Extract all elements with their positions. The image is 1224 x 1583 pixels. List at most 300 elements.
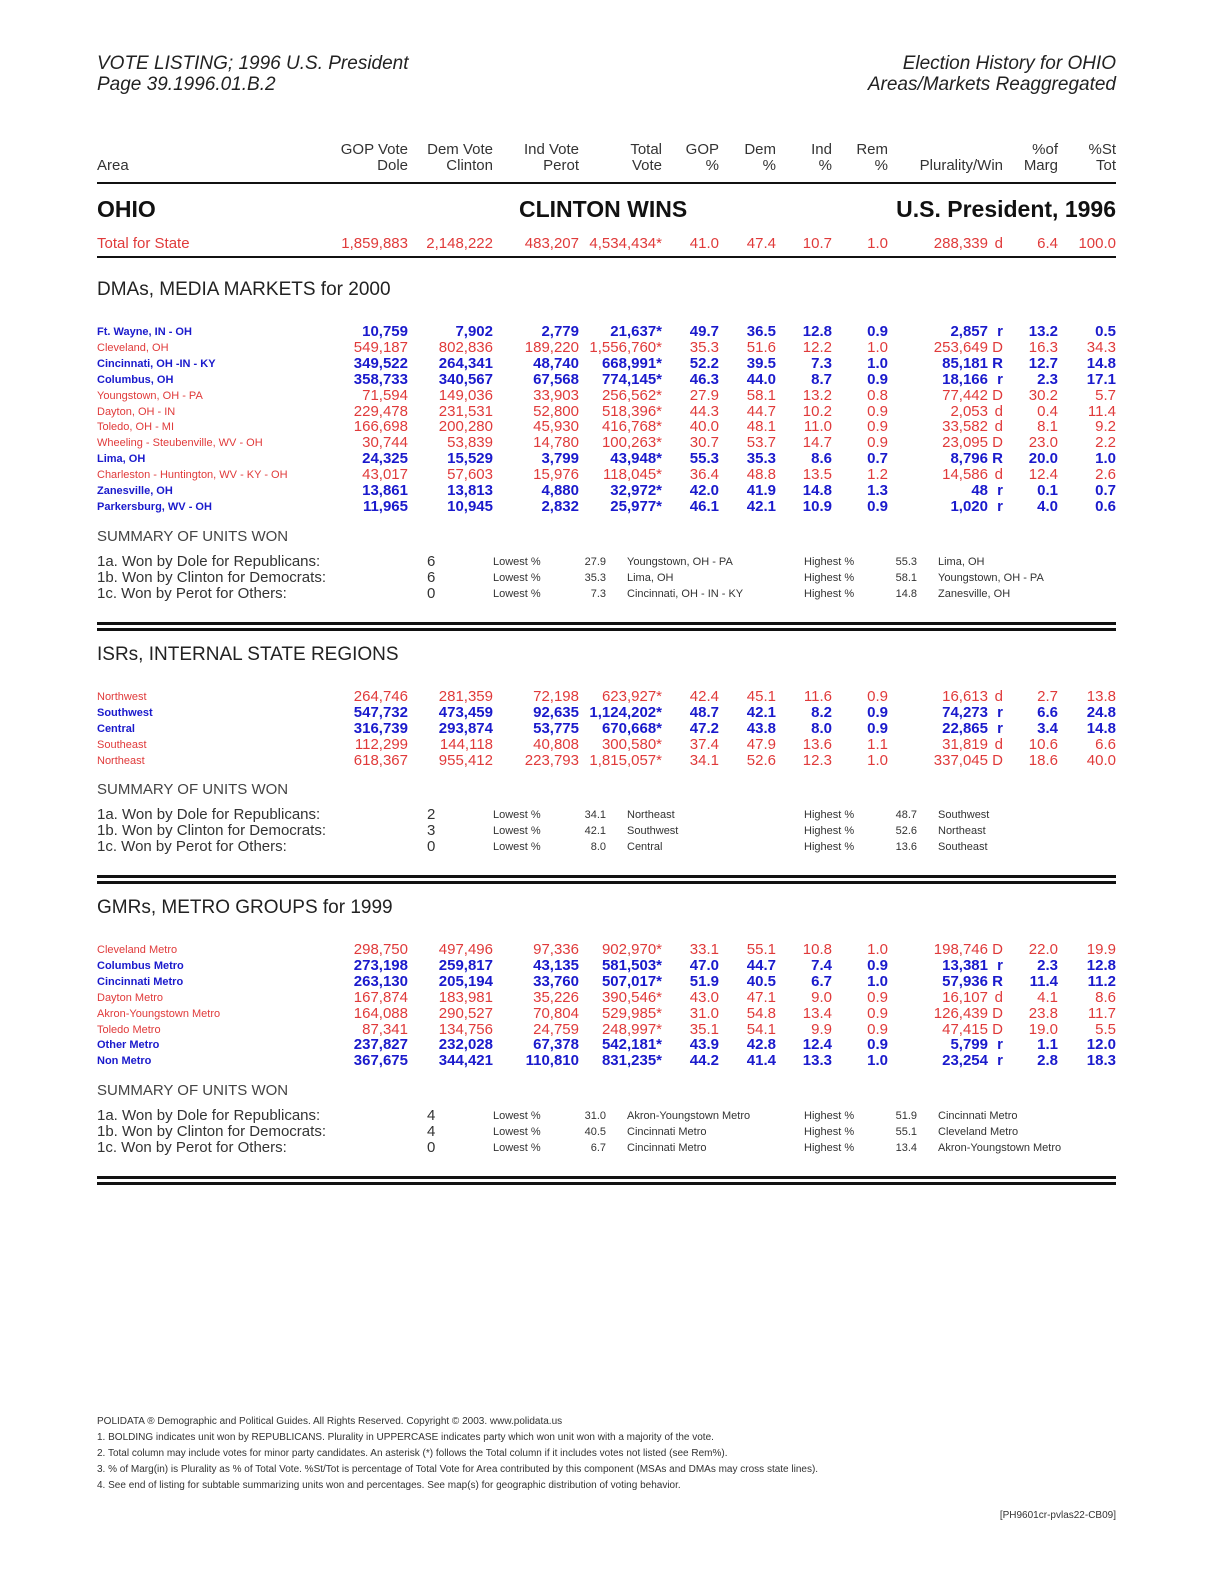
cell-ind: 110,810 [525,1052,579,1070]
cell-remp: 0.9 [867,370,888,388]
cell-win: D [992,338,1003,356]
cell-indp: 9.9 [811,1020,832,1038]
cell-remp: 1.0 [867,972,888,990]
cell-gopp: 51.9 [689,972,719,990]
table-row [97,705,1116,721]
cell-win: r [997,956,1003,974]
summary-label: 1c. Won by Perot for Others: [97,584,287,602]
cell-dem: 57,603 [447,466,493,484]
cell-tot: 670,668* [601,719,662,737]
summary-count: 2 [427,806,436,823]
table-row [97,467,1116,483]
cell-marg: 13.2 [1028,323,1058,340]
section-title: GMRs, METRO GROUPS for 1999 [97,897,393,918]
cell-remp: 0.9 [867,323,888,340]
area-name: Dayton, OH - IN [97,405,176,418]
cell-marg: 2.3 [1037,370,1058,388]
cell-ind: 70,804 [533,1004,579,1022]
area-name: Cincinnati Metro [97,975,184,988]
table-row [97,958,1116,974]
cell-dem: 293,874 [438,719,493,737]
cell-tot: 300,580* [601,735,662,753]
cell-indp: 14.8 [802,482,832,499]
listing-title: VOTE LISTING; 1996 U.S. President [97,53,409,74]
cell-remp: 1.1 [867,735,888,753]
cell-dem: 13,813 [447,482,493,499]
summary-high-name: Southeast [938,840,988,853]
table-row [97,1053,1116,1069]
state-name: OHIO [97,196,156,222]
cell-st: 0.5 [1095,323,1116,340]
cell-marg: 30.2 [1028,386,1058,404]
cell-indp: 7.3 [811,354,832,372]
cell-indp: 7.4 [811,956,832,974]
cell-demp: 35.3 [746,450,776,468]
cell-gop: 349,522 [353,354,408,372]
cell-gop: 164,088 [353,1004,408,1022]
summary-count: 0 [427,837,436,855]
cell-st: 11.2 [1087,972,1116,990]
cell-gop: 71,594 [362,386,408,404]
cell-marg: 16.3 [1028,338,1058,356]
summary-low-label: Lowest % [493,587,541,600]
area-name: Wheeling - Steubenville, WV - OH [97,437,263,450]
cell-st: 17.1 [1086,370,1116,388]
summary-low-val: 34.1 [584,809,606,821]
cell-dem: 200,280 [438,418,493,436]
area-name: Charleston - Huntington, WV - KY - OH [97,469,288,482]
cell-gopp: 43.0 [689,988,719,1006]
footnote-line: 4. See end of listing for subtable summarizing units won and percentages. See map(s) for geographic distribution of voting behavior. [97,1480,681,1491]
cell-remp: 0.7 [867,450,888,468]
footnote-line: 3. % of Marg(in) is Plurality as % of Total Vote. %St/Tot is percentage of Total Vote for Area contributed by this component (MSAs and DMAs may cross state lines). [97,1464,819,1475]
col-gop-vote: GOP Vote Dole [340,141,408,174]
summary-low-name: Central [627,840,663,853]
summary-high-val: 13.4 [895,1141,917,1154]
cell-st: 9.2 [1095,418,1116,436]
summary-line [97,1140,1116,1156]
cell-ind: 33,903 [533,386,579,404]
cell-tot: 518,396* [601,402,662,420]
cell-marg: 20.0 [1028,450,1058,468]
cell-tot: 529,985* [601,1004,662,1022]
cell-gop: 30,744 [362,434,408,452]
section-rule-bottom [97,881,1116,884]
summary-low-val: 27.9 [584,556,606,568]
cell-plur: 126,439 [933,1004,988,1022]
cell-remp: 0.8 [867,386,888,404]
table-row [97,1006,1116,1022]
summary-low-label: Lowest % [493,1125,541,1138]
cell-tot: 1,556,760* [589,338,662,356]
table-row [97,340,1116,356]
summary-title: SUMMARY OF UNITS WON [97,528,289,545]
cell-tot: 25,977* [610,497,662,515]
cell-st: 5.5 [1095,1020,1116,1038]
cell-gop: 13,861 [362,482,408,499]
col-dem-pct: Dem % [744,141,776,174]
cell-ind: 15,976 [533,466,579,484]
cell-demp: 40.5 [746,972,776,990]
summary-low-val: 31.0 [584,1110,606,1122]
summary-high-name: Youngstown, OH - PA [938,571,1044,584]
cell-gop: 237,827 [353,1036,408,1054]
summary-count: 0 [427,1138,436,1156]
cell-plur: 1,020 [950,497,988,515]
cell-indp: 8.7 [811,370,832,388]
cell-gop: 1,859,883 [341,235,408,252]
cell-st: 2.2 [1095,434,1116,452]
summary-title: SUMMARY OF UNITS WON [97,1082,289,1099]
cell-tot: 902,970* [601,941,662,958]
cell-dem: 10,945 [447,497,493,515]
cell-ind: 2,832 [541,497,579,515]
cell-plur: 33,582 [942,418,988,436]
cell-win: r [997,370,1003,388]
cell-gopp: 46.1 [689,497,719,515]
summary-count: 4 [427,1122,436,1140]
summary-count: 3 [427,821,436,839]
section-rule-top [97,875,1116,878]
summary-high-val: 58.1 [895,571,917,584]
cell-indp: 10.7 [802,235,832,252]
cell-tot: 43,948* [610,450,662,468]
area-name: Columbus, OH [97,373,174,386]
cell-gopp: 49.7 [689,323,719,340]
summary-high-label: Highest % [804,587,855,600]
table-row [97,689,1116,705]
summary-high-val: 48.7 [895,809,917,821]
cell-gop: 549,187 [353,338,408,356]
cell-dem: 149,036 [438,386,493,404]
summary-line [97,570,1116,586]
cell-gopp: 44.3 [689,402,719,420]
cell-gop: 87,341 [362,1020,408,1038]
cell-ind: 43,135 [533,956,579,974]
cell-demp: 41.9 [746,482,776,499]
cell-ind: 53,775 [533,719,579,737]
cell-plur: 77,442 [942,386,988,404]
column-headers [97,140,1116,176]
cell-ind: 67,568 [533,370,579,388]
table-row [97,324,1116,340]
cell-plur: 47,415 [942,1020,988,1038]
cell-demp: 44.7 [746,956,776,974]
summary-low-name: Lima, OH [627,571,674,584]
cell-ind: 67,378 [533,1036,579,1054]
col-ind-vote: Ind Vote Perot [523,141,579,174]
area-name: Central [97,722,135,735]
table-row [97,372,1116,388]
cell-remp: 1.0 [867,941,888,958]
cell-indp: 12.4 [802,1036,832,1054]
cell-tot: 32,972* [610,482,662,499]
cell-st: 2.6 [1095,466,1116,484]
cell-plur: 8,796 [950,450,988,468]
cell-remp: 0.9 [867,402,888,420]
cell-ind: 92,635 [533,703,579,721]
cell-gopp: 35.3 [689,338,719,356]
cell-tot: 248,997* [601,1020,662,1038]
cell-remp: 1.0 [867,354,888,372]
cell-dem: 802,836 [438,338,493,356]
cell-ind: 189,220 [524,338,579,356]
cell-gop: 358,733 [353,370,408,388]
cell-marg: 0.1 [1037,482,1058,499]
section-rule-top [97,1176,1116,1179]
cell-indp: 13.2 [802,386,832,404]
cell-ind: 45,930 [533,418,579,436]
cell-ind: 3,799 [541,450,579,468]
cell-ind: 24,759 [533,1020,579,1038]
cell-marg: 3.4 [1037,719,1058,737]
cell-gop: 167,874 [353,988,408,1006]
page-header-right [868,53,1116,95]
total-rule [97,256,1116,258]
cell-st: 5.7 [1095,386,1116,404]
summary-line [97,839,1116,855]
cell-st: 34.3 [1086,338,1116,356]
cell-st: 14.8 [1086,354,1116,372]
cell-ind: 52,800 [533,402,579,420]
cell-gopp: 36.4 [689,466,719,484]
race-name: U.S. President, 1996 [896,196,1116,222]
cell-win: R [992,450,1003,468]
cell-win: d [994,235,1003,252]
area-name: Toledo, OH - MI [97,421,175,434]
cell-ind: 97,336 [533,941,579,958]
cell-indp: 10.9 [802,497,832,515]
cell-plur: 18,166 [942,370,988,388]
summary-low-val: 7.3 [590,587,606,600]
summary-high-label: Highest % [804,556,855,568]
cell-gopp: 47.2 [689,719,719,737]
cell-demp: 45.1 [746,688,776,705]
area-name: Cincinnati, OH -IN - KY [97,357,216,370]
cell-marg: 18.6 [1028,751,1058,769]
cell-tot: 416,768* [601,418,662,436]
cell-plur: 337,045 [933,751,988,769]
summary-high-val: 55.1 [895,1125,917,1138]
cell-win: d [994,735,1003,753]
page-number: Page 39.1996.01.B.2 [97,74,276,95]
area-name: Northwest [97,691,147,703]
summary-label: 1c. Won by Perot for Others: [97,1138,287,1156]
cell-marg: 0.4 [1037,402,1058,420]
cell-marg: 2.7 [1037,688,1058,705]
cell-indp: 12.8 [802,323,832,340]
col-gop-pct: GOP % [685,141,719,174]
col-rem-pct: Rem % [856,141,888,174]
cell-remp: 0.9 [867,497,888,515]
cell-ind: 14,780 [533,434,579,452]
cell-tot: 4,534,434* [589,235,662,252]
cell-dem: 473,459 [438,703,493,721]
cell-dem: 259,817 [438,956,493,974]
col-total-vote: Total Vote [630,141,662,174]
summary-low-name: Cincinnati, OH - IN - KY [627,587,744,600]
cell-demp: 58.1 [746,386,776,404]
cell-gop: 166,698 [353,418,408,436]
cell-st: 18.3 [1086,1052,1116,1070]
area-name: Southwest [97,706,153,719]
cell-gopp: 42.4 [689,688,719,705]
summary-high-name: Cincinnati Metro [938,1110,1018,1122]
cell-plur: 23,095 [942,434,988,452]
cell-indp: 8.2 [811,703,832,721]
summary-low-label: Lowest % [493,1141,541,1154]
cell-demp: 47.4 [746,235,776,252]
cell-win: r [997,323,1003,340]
cell-win: r [997,482,1003,499]
document-code: [PH9601cr-pvlas22-CB09] [999,1510,1116,1521]
summary-low-label: Lowest % [493,809,541,821]
summary-high-val: 51.9 [895,1110,917,1122]
cell-marg: 10.6 [1028,735,1058,753]
cell-gopp: 40.0 [689,418,719,436]
cell-gop: 11,965 [362,497,408,515]
cell-demp: 51.6 [746,338,776,356]
summary-label: 1a. Won by Dole for Republicans: [97,1107,321,1124]
cell-gopp: 31.0 [689,1004,719,1022]
cell-dem: 955,412 [438,751,493,769]
cell-win: d [994,688,1003,705]
summary-high-val: 52.6 [895,824,917,837]
cell-remp: 0.9 [867,1004,888,1022]
cell-gop: 367,675 [353,1052,408,1070]
summary-label: 1a. Won by Dole for Republicans: [97,553,321,570]
cell-plur: 288,339 [933,235,988,252]
summary-high-name: Southwest [938,809,990,821]
cell-st: 19.9 [1086,941,1116,958]
summary-count: 6 [427,568,436,586]
cell-st: 40.0 [1086,751,1116,769]
col-margin: %of Marg [1023,141,1058,174]
header-rule [97,182,1116,184]
cell-indp: 13.4 [802,1004,832,1022]
cell-remp: 0.9 [867,1036,888,1054]
cell-demp: 42.1 [746,703,776,721]
cell-tot: 256,562* [601,386,662,404]
cell-gopp: 44.2 [689,1052,719,1070]
cell-plur: 14,586 [942,466,988,484]
cell-indp: 13.5 [802,466,832,484]
cell-plur: 23,254 [942,1052,988,1070]
cell-win: D [992,751,1003,769]
cell-win: r [997,703,1003,721]
table-row [97,942,1116,958]
col-dem-vote: Dem Vote Clinton [427,141,493,174]
area-name: Lima, OH [97,453,146,466]
summary-low-val: 42.1 [584,824,606,837]
cell-dem: 144,118 [439,735,493,753]
cell-win: r [997,1052,1003,1070]
cell-demp: 54.8 [746,1004,776,1022]
cell-gopp: 41.0 [689,235,719,252]
cell-remp: 0.9 [867,418,888,436]
cell-st: 12.0 [1086,1036,1116,1054]
summary-line [97,554,1116,570]
cell-gopp: 33.1 [689,941,719,958]
cell-demp: 44.7 [746,402,776,420]
cell-marg: 4.1 [1037,988,1058,1006]
cell-demp: 53.7 [746,434,776,452]
cell-dem: 290,527 [438,1004,493,1022]
table-row [97,721,1116,737]
area-name: Columbus Metro [97,959,184,972]
cell-ind: 2,779 [541,323,579,340]
cell-indp: 10.8 [802,941,832,958]
cell-st: 11.4 [1087,402,1116,420]
cell-dem: 340,567 [438,370,493,388]
cell-ind: 4,880 [541,482,579,499]
cell-marg: 12.7 [1028,354,1058,372]
cell-plur: 253,649 [933,338,988,356]
cell-plur: 22,865 [942,719,988,737]
cell-remp: 0.9 [867,988,888,1006]
cell-win: d [994,402,1003,420]
area-name: Parkersburg, WV - OH [97,500,212,513]
history-title: Election History for OHIO [902,53,1116,74]
area-name: Dayton Metro [97,991,164,1004]
summary-label: 1b. Won by Clinton for Democrats: [97,1122,326,1140]
cell-gop: 547,732 [353,703,408,721]
summary-low-name: Youngstown, OH - PA [627,556,733,568]
table-row [97,388,1116,404]
col-area: Area [97,157,129,174]
col-state-total: %St Tot [1088,141,1116,174]
cell-remp: 0.9 [867,1020,888,1038]
col-ind-pct: Ind % [811,141,832,174]
page-header-left [97,53,409,95]
cell-indp: 13.6 [802,735,832,753]
cell-gop: 43,017 [362,466,408,484]
cell-st: 0.7 [1095,482,1116,499]
table-row [97,499,1116,515]
cell-indp: 11.6 [803,688,832,705]
table-row [97,974,1116,990]
cell-gop: 298,750 [353,941,408,958]
cell-marg: 8.1 [1037,418,1058,436]
cell-marg: 2.8 [1037,1052,1058,1070]
cell-demp: 48.1 [746,418,776,436]
summary-label: 1b. Won by Clinton for Democrats: [97,821,326,839]
cell-gop: 229,478 [353,402,408,420]
cell-gop: 273,198 [353,956,408,974]
cell-dem: 281,359 [438,688,493,705]
area-name: Total for State [97,235,190,252]
cell-tot: 581,503* [601,956,662,974]
area-name: Cleveland Metro [97,944,178,956]
result-banner [97,196,1116,224]
cell-remp: 1.3 [867,482,888,499]
cell-plur: 2,857 [950,323,988,340]
cell-win: r [997,1036,1003,1054]
cell-dem: 53,839 [447,434,493,452]
cell-plur: 57,936 [942,972,988,990]
summary-low-name: Cincinnati Metro [627,1125,707,1138]
cell-tot: 542,181* [601,1036,662,1054]
cell-win: d [994,418,1003,436]
cell-demp: 55.1 [746,941,776,958]
section-rule-bottom [97,1182,1116,1185]
cell-gop: 10,759 [362,323,408,340]
cell-plur: 13,381 [942,956,988,974]
summary-high-label: Highest % [804,1110,855,1122]
cell-dem: 15,529 [447,450,493,468]
table-row [97,1022,1116,1038]
cell-win: D [992,434,1003,452]
